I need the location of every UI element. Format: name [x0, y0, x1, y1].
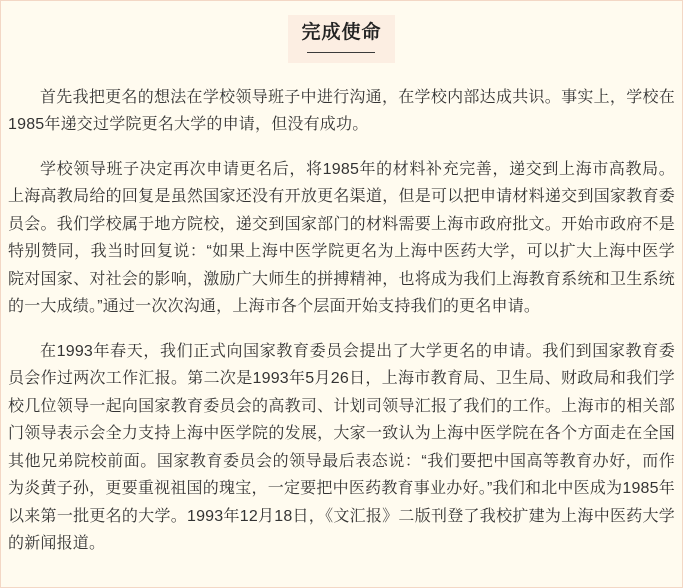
article-body — [1, 84, 682, 558]
paragraph-1: 首先我把更名的想法在学校领导班子中进行沟通，在学校内部达成共识。事实上，学校在1985年递交过学院更名大学的申请，但没有成功。 — [8, 88, 675, 134]
paragraph-3: 在1993年春天，我们正式向国家教育委员会提出了大学更名的申请。我们到国家教育委员会作过两次工作汇报。第二次是1993年5月26日，上海市教育局、卫生局、财政局和我们学校几位领导一起向国家教育委员会的高教司、计划司领导汇报了我们的工作。上海市的相关部门领导表示会全力支持上海中医学院的发展，大家一致认为上海中医学院在各个方面走在全国其他兄弟院校前面。国家教育委员会的领导最后表态说：“我们要把中国高等教育办好，而作为炎黄子孙，更要重视祖国的瑰宝，一定要把中医药教育事业办好。”我们和北中医成为1985年以来第一批更名的大学。1993年12月18日，《文汇报》二版刊登了我校扩建为上海中医药大学的新闻报道。 — [8, 342, 675, 553]
title-underline — [307, 52, 375, 53]
paragraph-2: 学校领导班子决定再次申请更名后，将1985年的材料补充完善，递交到上海市高教局。上海高教局给的回复是虽然国家还没有开放更名渠道，但是可以把申请材料递交到国家教育委员会。我们学校属于地方院校，递交到国家部门的材料需要上海市政府批文。开始市政府不是特别赞同，我当时回复说：“如果上海中医学院更名为上海中医药大学，可以扩大上海中医学院对国家、对社会的影响，激励广大师生的拼搏精神，也将成为我们上海教育系统和卫生系统的一大成绩。”通过一次次沟通，上海市各个层面开始支持我们的更名申请。 — [8, 160, 675, 316]
section-title: 完成使命 — [301, 22, 382, 43]
section-title-box — [288, 15, 394, 63]
